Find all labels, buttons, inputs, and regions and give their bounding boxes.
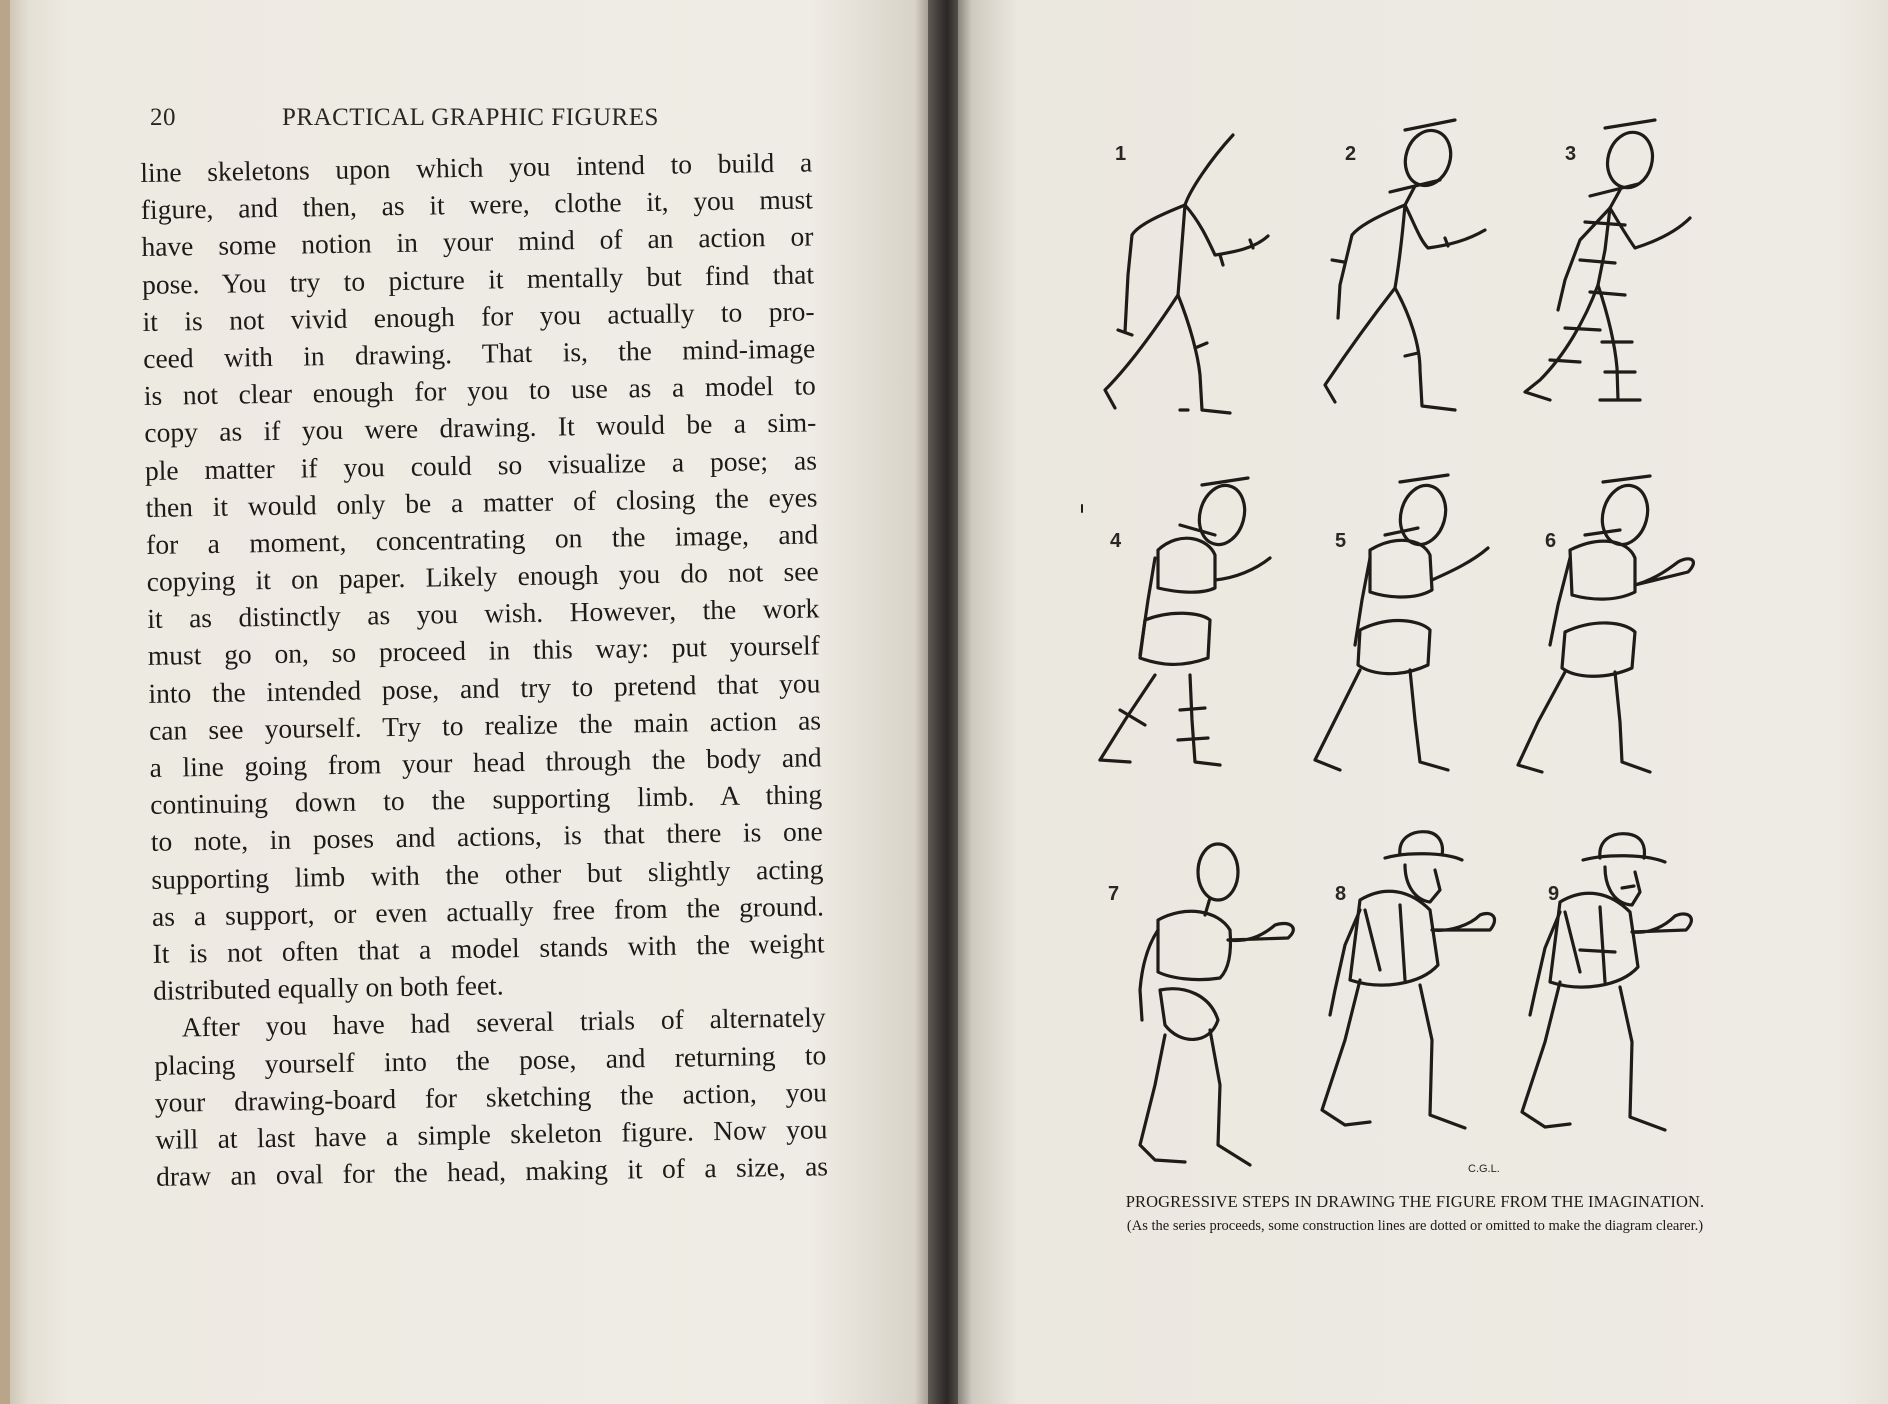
figure-illustration	[1060, 110, 1780, 1190]
figure-9-drawing	[1522, 834, 1691, 1130]
text-line: copying it on paper. Likely enough you do not see	[146, 555, 819, 598]
figure-number: 6	[1545, 530, 1557, 552]
text-line: then it would only be a matter of closing the eyes	[145, 481, 818, 523]
text-line: draw an oval for the head, making it of a size, as	[155, 1150, 829, 1192]
text-line: it is not vivid enough for you actually to pro-	[142, 295, 815, 337]
text-line: for a moment, concentrating on the image, and	[145, 518, 819, 560]
text-line: it as distinctly as you wish. However, the work	[147, 592, 820, 635]
figure-number: 5	[1335, 530, 1347, 552]
figure-3-drawing	[1525, 120, 1690, 400]
text-line: will at last have a simple skeleton figure. Now you	[155, 1113, 828, 1155]
text-line: your drawing-board for sketching the action, you	[154, 1076, 828, 1118]
figure-8-drawing	[1322, 832, 1495, 1128]
figure-number: 1	[1115, 143, 1127, 165]
page-number: 20	[150, 104, 176, 131]
text-line: copy as if you were drawing. It would be a sim-	[144, 406, 817, 449]
figure-4-drawing	[1100, 478, 1270, 765]
book-edge	[0, 0, 10, 1404]
book-gutter	[928, 0, 960, 1404]
text-line: pose. You try to picture it mentally but find that	[141, 257, 815, 300]
text-line: distributed equally on both feet.	[152, 969, 504, 1007]
artist-signature: C.G.L.	[1468, 1163, 1500, 1175]
text-line: figure, and then, as it were, clothe it, you must	[140, 183, 814, 226]
text-line: ceed with in drawing. That is, the mind-image	[142, 332, 816, 374]
figure-7-drawing	[1140, 844, 1293, 1165]
text-line: must go on, so proceed in this way: put yourself	[147, 629, 821, 672]
figure-number: 2	[1345, 143, 1357, 165]
running-title: PRACTICAL GRAPHIC FIGURES	[282, 104, 659, 131]
figure-progression	[1060, 110, 1780, 1190]
figure-number: 9	[1548, 883, 1560, 905]
figure-caption	[1060, 1192, 1770, 1235]
text-line: have some notion in your mind of an action or	[141, 220, 814, 263]
figure-6-drawing	[1518, 476, 1693, 772]
text-line: continuing down to the supporting limb. A thing	[149, 778, 823, 821]
text-line: After you have had several trials of alternately	[181, 1001, 826, 1043]
text-line: supporting limb with the other but slightly acting	[151, 852, 824, 895]
text-line: is not clear enough for you to use as a model to	[143, 369, 816, 412]
caption-note: (As the series proceeds, some construction lines are dotted or omitted to make the diagram clearer.)	[1126, 1218, 1704, 1234]
text-line: as a support, or even actually free from the ground.	[151, 890, 825, 932]
text-line: can see yourself. Try to realize the main action as	[148, 704, 822, 746]
body-text	[140, 143, 828, 1195]
figure-number: 8	[1335, 883, 1347, 905]
figure-number: 4	[1110, 530, 1122, 552]
text-line: placing yourself into the pose, and returning to	[154, 1038, 827, 1081]
text-line: to note, in poses and actions, is that there is one	[150, 815, 823, 858]
text-line: ple matter if you could so visualize a pose; as	[144, 443, 818, 486]
figure-1-drawing	[1105, 135, 1268, 413]
figure-5-drawing	[1315, 475, 1488, 770]
text-line: into the intended pose, and try to pretend that you	[148, 667, 821, 709]
text-line: a line going from your head through the body and	[149, 741, 822, 783]
caption-title: PROGRESSIVE STEPS IN DRAWING THE FIGURE FROM THE IMAGINATION.	[1125, 1192, 1705, 1211]
text-line: line skeletons upon which you intend to build a	[140, 146, 813, 188]
figure-number: 7	[1108, 883, 1120, 905]
text-line: It is not often that a model stands with the weight	[152, 927, 825, 969]
figure-number: 3	[1565, 143, 1577, 165]
